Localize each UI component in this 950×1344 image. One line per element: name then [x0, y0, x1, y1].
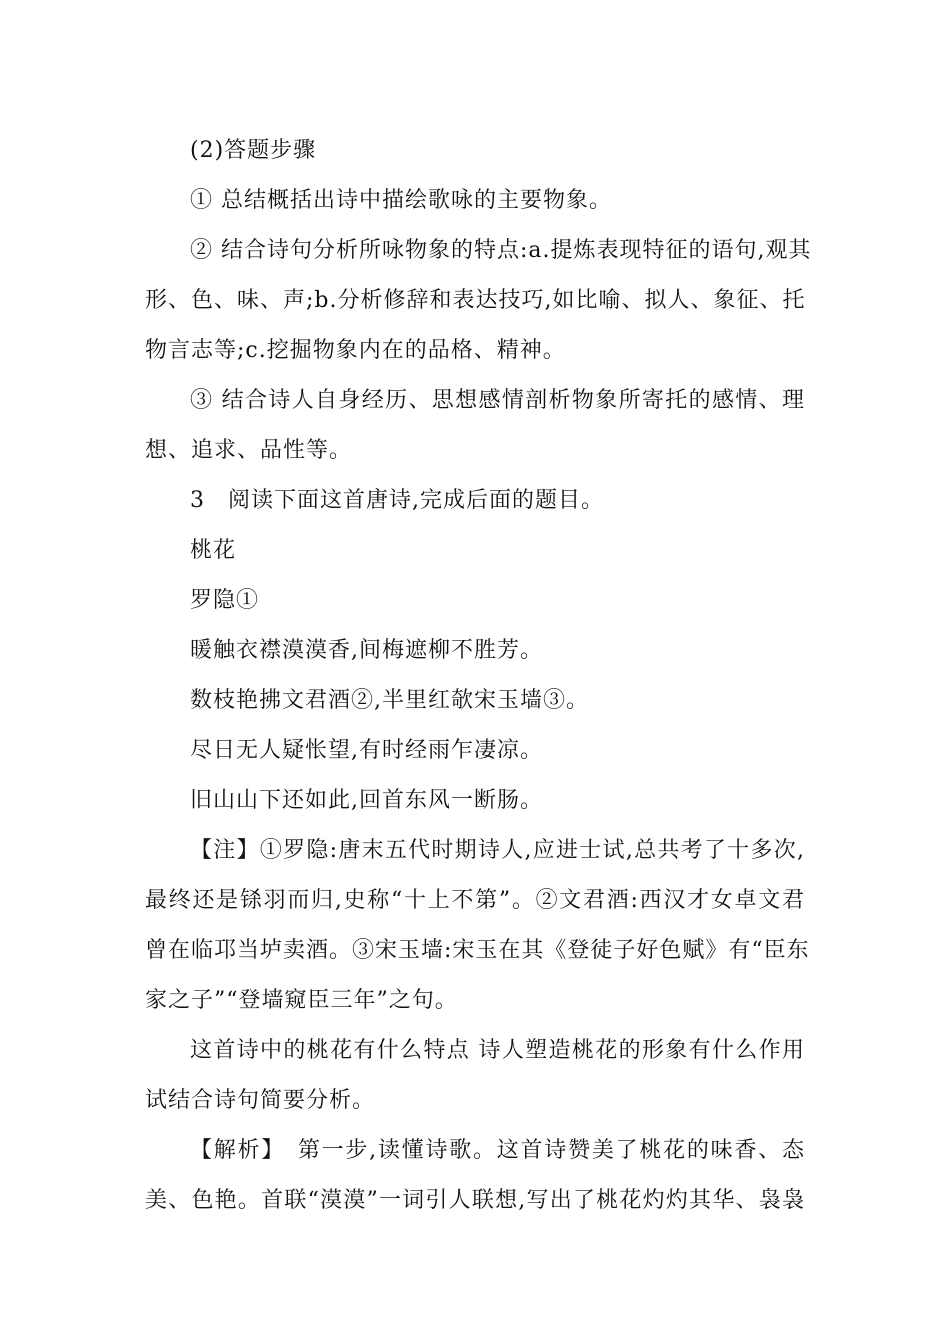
- question-text-line-2: 试结合诗句简要分析。: [145, 1088, 376, 1113]
- step-1-text: ① 总结概括出诗中描绘歌咏的主要物象。: [190, 188, 612, 213]
- poem-line-4: 旧山山下还如此,回首东风一断肠。: [190, 788, 543, 813]
- notes-line-3: 曾在临邛当垆卖酒。③宋玉墙:宋玉在其《登徒子好色赋》有“臣东: [145, 938, 810, 963]
- question-text-line-1: 这首诗中的桃花有什么特点 诗人塑造桃花的形象有什么作用: [190, 1038, 805, 1063]
- step-2-text-line-1: ② 结合诗句分析所咏物象的特点:a.提炼表现特征的语句,观其: [190, 238, 812, 263]
- step-2-text-line-2: 形、色、味、声;b.分析修辞和表达技巧,如比喻、拟人、象征、托: [145, 288, 806, 313]
- step-3-text-line-1: ③ 结合诗人自身经历、思想感情剖析物象所寄托的感情、理: [190, 388, 805, 413]
- poem-line-3: 尽日无人疑怅望,有时经雨乍凄凉。: [190, 738, 543, 763]
- notes-line-4: 家之子”“登墙窥臣三年”之句。: [145, 988, 458, 1013]
- section-heading-answer-steps: (2)答题步骤: [190, 138, 317, 163]
- analysis-line-1: 【解析】 第一步,读懂诗歌。这首诗赞美了桃花的味香、态: [190, 1138, 805, 1163]
- question-3-prompt: 3 阅读下面这首唐诗,完成后面的题目。: [190, 488, 604, 513]
- notes-line-1: 【注】①罗隐:唐末五代时期诗人,应进士试,总共考了十多次,: [190, 838, 805, 863]
- poem-line-2: 数枝艳拂文君酒②,半里红欹宋玉墙③。: [190, 688, 589, 713]
- step-3-text-line-2: 想、追求、品性等。: [145, 438, 353, 463]
- poem-author: 罗隐①: [190, 588, 260, 613]
- notes-line-2: 最终还是铩羽而归,史称“十上不第”。②文君酒:西汉才女卓文君: [145, 888, 805, 913]
- analysis-line-2: 美、色艳。首联“漠漠”一词引人联想,写出了桃花灼灼其华、袅袅: [145, 1188, 805, 1213]
- step-2-text-line-3: 物言志等;c.挖掘物象内在的品格、精神。: [145, 338, 566, 363]
- poem-title: 桃花: [190, 538, 237, 563]
- poem-line-1: 暖触衣襟漠漠香,间梅遮柳不胜芳。: [190, 638, 543, 663]
